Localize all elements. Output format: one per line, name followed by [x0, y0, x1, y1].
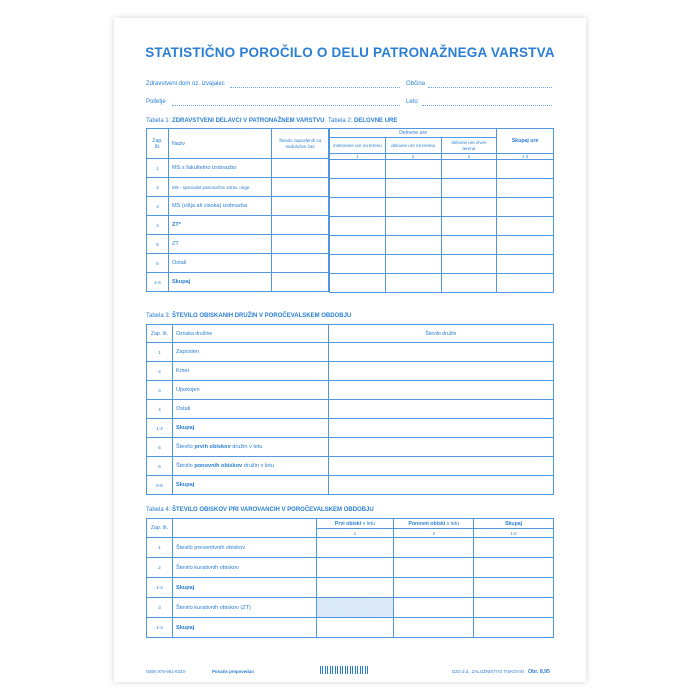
input-cell[interactable]	[272, 159, 329, 178]
input-cell[interactable]	[385, 198, 441, 217]
input-cell[interactable]	[474, 538, 554, 558]
row-number: 1-2	[147, 578, 173, 598]
input-cell[interactable]	[441, 160, 497, 179]
input-cell[interactable]	[330, 198, 386, 217]
footer-form-number: Obr. 8,95	[528, 669, 550, 675]
table-row	[147, 457, 554, 476]
row-number: 2	[147, 558, 173, 578]
input-cell[interactable]	[328, 381, 553, 400]
row-label	[172, 438, 328, 457]
table-row	[147, 178, 329, 197]
input-cell[interactable]	[385, 236, 441, 255]
table-row	[147, 400, 554, 419]
table-row	[147, 476, 554, 495]
table-row	[147, 159, 329, 178]
input-cell[interactable]	[328, 400, 553, 419]
row-number: 5-6	[147, 476, 173, 495]
col-number: 2	[385, 154, 441, 160]
shaded-cell	[316, 598, 394, 618]
t2-header-motivirane: motivirane ure na terenu	[330, 138, 386, 154]
input-cell[interactable]	[272, 197, 329, 216]
input-cell[interactable]	[330, 217, 386, 236]
input-cell[interactable]	[328, 419, 553, 438]
barcode-icon	[320, 666, 368, 674]
half-year-line[interactable]	[172, 105, 400, 106]
input-cell[interactable]	[474, 558, 554, 578]
row-number: 3	[147, 598, 173, 618]
row-number: 1-6	[147, 273, 169, 292]
row-number: 1	[147, 538, 173, 558]
input-cell[interactable]	[328, 343, 553, 362]
table-row	[147, 273, 329, 292]
row-label: Skupaj	[172, 618, 316, 638]
row-number: 1-3	[147, 618, 173, 638]
health-center-line[interactable]	[230, 87, 400, 88]
half-year-label: Polletje	[146, 99, 166, 105]
input-cell[interactable]	[316, 538, 394, 558]
municipality-label: Občina	[406, 81, 426, 87]
input-cell[interactable]	[316, 618, 394, 638]
t3-header-oznaka: Oznaka družine	[172, 325, 328, 343]
table-row	[147, 538, 554, 558]
row-label: Skupaj	[168, 273, 271, 292]
t4-header-skupaj: Skupaj	[474, 519, 554, 529]
year-line[interactable]	[422, 105, 552, 106]
table-row	[147, 419, 554, 438]
row-label: Zaposlen	[172, 343, 328, 362]
t2-header-izven: delovne ure izven terena	[441, 138, 497, 154]
input-cell[interactable]	[474, 598, 554, 618]
table2	[329, 128, 554, 293]
input-cell[interactable]	[394, 538, 474, 558]
t4-header-zap: Zap. št.	[147, 519, 173, 538]
t4-header-prvi	[316, 519, 394, 529]
row-number: 3	[147, 381, 173, 400]
t2-header-skupaj: Skupaj ure	[497, 129, 554, 154]
input-cell[interactable]	[330, 236, 386, 255]
row-label-bold: ponovnih obiskov	[194, 463, 243, 469]
input-cell[interactable]	[474, 578, 554, 598]
table2-caption-prefix: Tabela 2:	[328, 118, 353, 124]
row-number: 4	[147, 216, 169, 235]
row-number: 1	[147, 343, 173, 362]
footer-isbn: ISBN 978-961-6334-	[146, 669, 187, 674]
row-number: 1-4	[147, 419, 173, 438]
row-label: ZT*	[168, 216, 271, 235]
input-cell[interactable]	[272, 216, 329, 235]
input-cell[interactable]	[316, 578, 394, 598]
footer-publisher: DZS d.d., ZALOŽNIŠTVO TISKOVIN	[452, 669, 524, 674]
input-cell[interactable]	[385, 160, 441, 179]
t3-header-zap: Zap. št.	[147, 325, 173, 343]
row-number: 2	[147, 362, 173, 381]
table4	[146, 518, 554, 638]
table-row	[147, 197, 329, 216]
col-number: 1-2	[474, 529, 554, 538]
input-cell[interactable]	[385, 179, 441, 198]
health-center-label: Zdravstveni dom oz. izvajalec	[146, 81, 225, 87]
row-number: 6	[147, 457, 173, 476]
input-cell[interactable]	[441, 274, 497, 293]
table4-caption-text: ŠTEVILO OBISKOV PRI VAROVANCIH V POROČEVALSKEM OBDOBJU	[172, 507, 374, 513]
table-row	[147, 618, 554, 638]
input-cell[interactable]	[394, 618, 474, 638]
table1-caption-prefix: Tabela 1:	[146, 118, 171, 124]
input-cell[interactable]	[474, 618, 554, 638]
row-label-post: družin v letu	[242, 463, 274, 469]
input-cell[interactable]	[497, 179, 554, 198]
table-row	[147, 381, 554, 400]
input-cell[interactable]	[328, 362, 553, 381]
col-number: 1	[316, 529, 394, 538]
input-cell[interactable]	[385, 274, 441, 293]
footer-reprint-notice: Ponatis prepovedan	[212, 669, 254, 674]
row-label-post: družin v letu	[230, 444, 263, 450]
row-label-pre: Število	[175, 463, 195, 469]
table3	[146, 324, 554, 495]
row-label: Upokojen	[172, 381, 328, 400]
table3-caption-prefix: Tabela 3:	[146, 313, 171, 319]
table-row	[147, 343, 554, 362]
row-number: 1	[147, 159, 169, 178]
input-cell[interactable]	[497, 160, 554, 179]
table-row	[147, 235, 329, 254]
input-cell[interactable]	[497, 236, 554, 255]
table1-caption-text: ZDRAVSTVENI DELAVCI V PATRONAŽNEM VARSTVU	[172, 118, 325, 124]
table2-caption-text: DELOVNE URE	[354, 118, 398, 124]
input-cell[interactable]	[497, 198, 554, 217]
row-label-bold: prvih obiskov	[194, 444, 231, 450]
row-number: 6	[147, 254, 169, 273]
col-number: 1-3	[497, 154, 554, 160]
input-cell[interactable]	[441, 179, 497, 198]
table3-caption	[146, 313, 351, 319]
t3-header-stevilo: Število družin	[328, 325, 553, 343]
col-number: 2	[394, 529, 474, 538]
t1-header-stevilo: Število zaposlenih za nedoločen čas	[272, 129, 329, 159]
input-cell[interactable]	[330, 274, 386, 293]
row-label: Skupaj	[172, 578, 316, 598]
table1	[146, 128, 329, 292]
row-number: 3	[147, 197, 169, 216]
table4-caption	[146, 507, 374, 513]
table-row	[147, 438, 554, 457]
input-cell[interactable]	[272, 273, 329, 292]
table-row	[147, 362, 554, 381]
row-label: Število preventivnih obiskov	[172, 538, 316, 558]
t1-header-zap: Zap. št.	[147, 129, 169, 159]
col-number: 3	[441, 154, 497, 160]
row-label: Kmet	[172, 362, 328, 381]
t2-header-teren: delovne ure na terenu	[385, 138, 441, 154]
t4-header-ponovni-rest: v letu	[445, 520, 460, 527]
year-label: Leto	[406, 99, 418, 105]
table1-caption	[146, 118, 324, 124]
input-cell[interactable]	[328, 457, 553, 476]
table-row	[147, 598, 554, 618]
input-cell[interactable]	[272, 254, 329, 273]
table-row	[147, 254, 329, 273]
row-label-pre: Število	[175, 444, 195, 450]
row-label: Število kurativnih obiskov	[172, 558, 316, 578]
municipality-line[interactable]	[428, 87, 552, 88]
input-cell[interactable]	[272, 235, 329, 254]
row-label: ZT	[168, 235, 271, 254]
form-title: STATISTIČNO POROČILO O DELU PATRONAŽNEGA VARSTVA	[145, 45, 555, 60]
row-label: MS (višja ali visoka) izobrazba	[168, 197, 271, 216]
t4-header-blank	[172, 519, 316, 538]
row-label: Ostali	[168, 254, 271, 273]
t1-header-naziv: Naziv	[168, 129, 271, 159]
row-number: 5	[147, 235, 169, 254]
input-cell[interactable]	[330, 160, 386, 179]
row-label	[172, 457, 328, 476]
row-label: Ostali	[172, 400, 328, 419]
input-cell[interactable]	[316, 558, 394, 578]
input-cell[interactable]	[497, 255, 554, 274]
input-cell[interactable]	[497, 274, 554, 293]
input-cell[interactable]	[328, 438, 553, 457]
t4-header-ponovni	[394, 519, 474, 529]
input-cell[interactable]	[394, 578, 474, 598]
row-label: MS s fakultetno izobrazbo	[168, 159, 271, 178]
table-row	[147, 216, 329, 235]
table-row	[147, 558, 554, 578]
row-number: 4	[147, 400, 173, 419]
t2-header-group: Delovne ure	[330, 129, 497, 138]
table-row	[147, 578, 554, 598]
input-cell[interactable]	[394, 558, 474, 578]
input-cell[interactable]	[272, 178, 329, 197]
row-label: MS - specialist patronažne zdrav. nege	[168, 178, 271, 197]
t4-header-prvi-rest: v letu	[361, 520, 376, 527]
table4-caption-prefix: Tabela 4:	[146, 507, 171, 513]
input-cell[interactable]	[441, 236, 497, 255]
col-number: 1	[330, 154, 386, 160]
table2-caption	[328, 118, 397, 124]
table3-caption-text: ŠTEVILO OBISKANIH DRUŽIN V POROČEVALSKEM OBDOBJU	[172, 313, 352, 319]
input-cell[interactable]	[330, 255, 386, 274]
input-cell[interactable]	[385, 217, 441, 236]
input-cell[interactable]	[441, 198, 497, 217]
row-label: Skupaj	[172, 419, 328, 438]
input-cell[interactable]	[385, 255, 441, 274]
row-number: 2	[147, 178, 169, 197]
input-cell[interactable]	[497, 217, 554, 236]
input-cell[interactable]	[330, 179, 386, 198]
t4-header-prvi-bold: Prvi obiski	[334, 520, 362, 527]
input-cell[interactable]	[441, 217, 497, 236]
row-number: 5	[147, 438, 173, 457]
input-cell[interactable]	[394, 598, 474, 618]
row-label: Skupaj	[172, 476, 328, 495]
input-cell[interactable]	[328, 476, 553, 495]
form-sheet	[114, 18, 586, 682]
row-label: Število kurativnih obiskov (ZT)	[172, 598, 316, 618]
t4-header-ponovni-bold: Ponovni obiski	[408, 520, 446, 527]
input-cell[interactable]	[441, 255, 497, 274]
